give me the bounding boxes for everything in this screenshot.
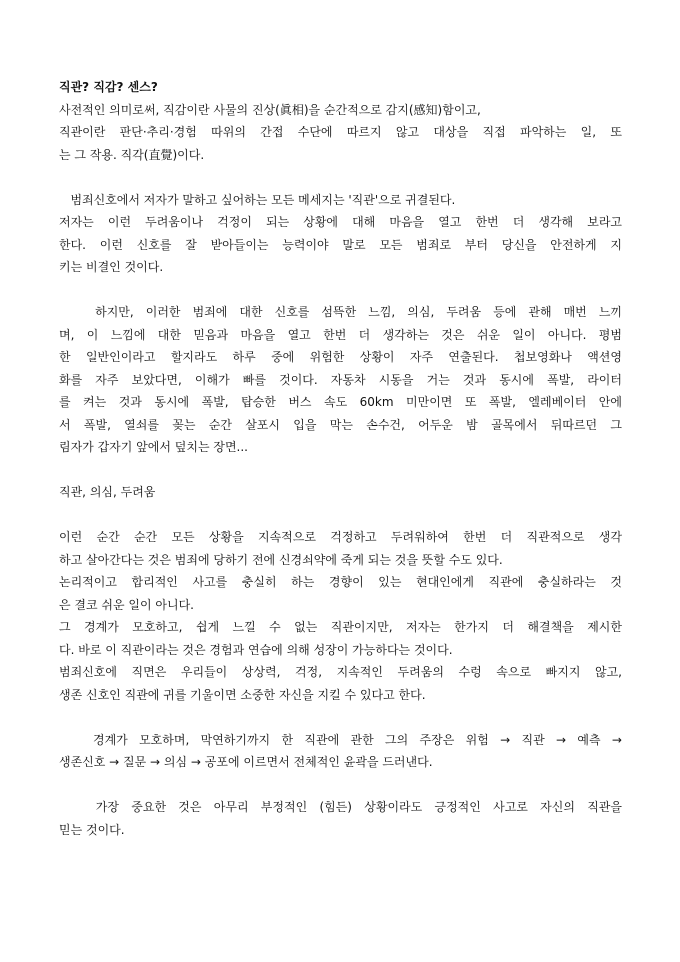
text-line: 논리적이고 합리적인 사고를 충실히 하는 경향이 있는 현대인에게 직관에 충실하라는 것 (59, 575, 622, 589)
paragraph-however (59, 301, 622, 459)
text-line: 경계가 모호하며, 막연하기까지 한 직관에 관한 그의 주장은 위험 → 직관 → 예측 → (59, 732, 622, 747)
paragraph-moments (59, 526, 622, 706)
text-line: 한다. 이런 신호를 잘 받아들이는 능력이야 말로 모든 범죄로 부터 당신을 안전하게 지 (59, 237, 622, 252)
text-line: 생존 신호인 직관에 귀를 기울이면 소중한 자신을 지킬 수 있다고 한다. (59, 687, 426, 702)
text-line: 범죄신호에서 저자가 말하고 싶어하는 모든 메세지는 '직관'으로 귀결된다. (59, 192, 456, 207)
text-line: 사전적인 의미로써, 직감이란 사물의 진상(眞相)을 순간적으로 감지(感知)함이고, (59, 102, 481, 117)
text-line: 저자는 이런 두려움이나 걱정이 되는 상황에 대해 마음을 열고 한번 더 생각해 보라고 (59, 215, 622, 229)
paragraph-gap (59, 166, 622, 189)
text-line: 믿는 것이다. (59, 822, 125, 837)
paragraph-conclusion (59, 796, 622, 841)
section-subheading: 직관, 의심, 두려움 (59, 485, 156, 499)
text-line: 직관이란 판단·추리·경험 따위의 간접 수단에 따르지 않고 대상을 직접 파악하는 일, 또 (59, 125, 622, 139)
paragraph-boundary (59, 729, 622, 774)
text-line: 는 그 작용. 직각(直覺)이다. (59, 147, 205, 162)
text-line: 키는 비결인 것이다. (59, 260, 164, 274)
paragraph-subheading (59, 481, 622, 504)
text-line: 다. 바로 이 직관이라는 것은 경험과 연습에 의해 성장이 가능하다는 것이다. (59, 642, 453, 657)
paragraph-gap (59, 706, 622, 729)
text-line: 한 일반인이라고 할지라도 하루 중에 위험한 상황이 자주 연출된다. 첩보영화나 액션영 (59, 350, 622, 364)
text-line: 서 폭발, 열쇠를 꽂는 순간 살포시 입을 막는 손수건, 어두운 밤 골목에서 뒤따르던 그 (59, 417, 622, 432)
paragraph-definition (59, 99, 622, 167)
document-title: 직관? 직감? 센스? (59, 80, 158, 94)
text-line: 그 경계가 모호하고, 쉽게 느낄 수 없는 직관이지만, 저자는 한가지 더 해결책을 제시한 (59, 620, 622, 634)
text-line: 가장 중요한 것은 아무리 부정적인 (힘든) 상황이라도 긍정적인 사고로 자신의 직관을 (59, 800, 622, 814)
paragraph-gap (59, 279, 622, 302)
text-line: 림자가 갑자기 앞에서 덮치는 장면... (59, 440, 248, 454)
paragraph-gap (59, 774, 622, 797)
text-line: 범죄신호에 직면은 우리들이 상상력, 걱정, 지속적인 두려움의 수렁 속으로 빠지지 않고, (59, 665, 622, 679)
paragraph-intro (59, 189, 622, 279)
text-line: 화를 자주 보았다면, 이해가 빠를 것이다. 자동차 시동을 거는 것과 동시에 폭발, 라이터 (59, 372, 622, 387)
paragraph-gap (59, 504, 622, 527)
paragraph-gap (59, 459, 622, 482)
text-line: 이런 순간 순간 모든 상황을 지속적으로 걱정하고 두려워하여 한번 더 직관적으로 생각 (59, 530, 622, 544)
text-line: 며, 이 느낌에 대한 믿음과 마음을 열고 한번 더 생각하는 것은 쉬운 일이 아니다. 평범 (59, 327, 622, 342)
text-line: 하고 살아간다는 것은 범죄에 당하기 전에 신경쇠약에 죽게 되는 것을 뜻할 수도 있다. (59, 552, 503, 567)
text-line: 를 켜는 것과 동시에 폭발, 탑승한 버스 속도 60km 미만이면 또 폭발, 엘레베이터 안에 (59, 395, 622, 409)
text-line: 하지만, 이러한 범죄에 대한 신호를 섬뜩한 느낌, 의심, 두려움 등에 관해 매번 느끼 (59, 305, 622, 319)
text-line: 은 결코 쉬운 일이 아니다. (59, 597, 194, 612)
text-line: 생존신호 → 질문 → 의심 → 공포에 이르면서 전체적인 윤곽을 드러낸다. (59, 755, 433, 769)
document-body (59, 76, 622, 841)
